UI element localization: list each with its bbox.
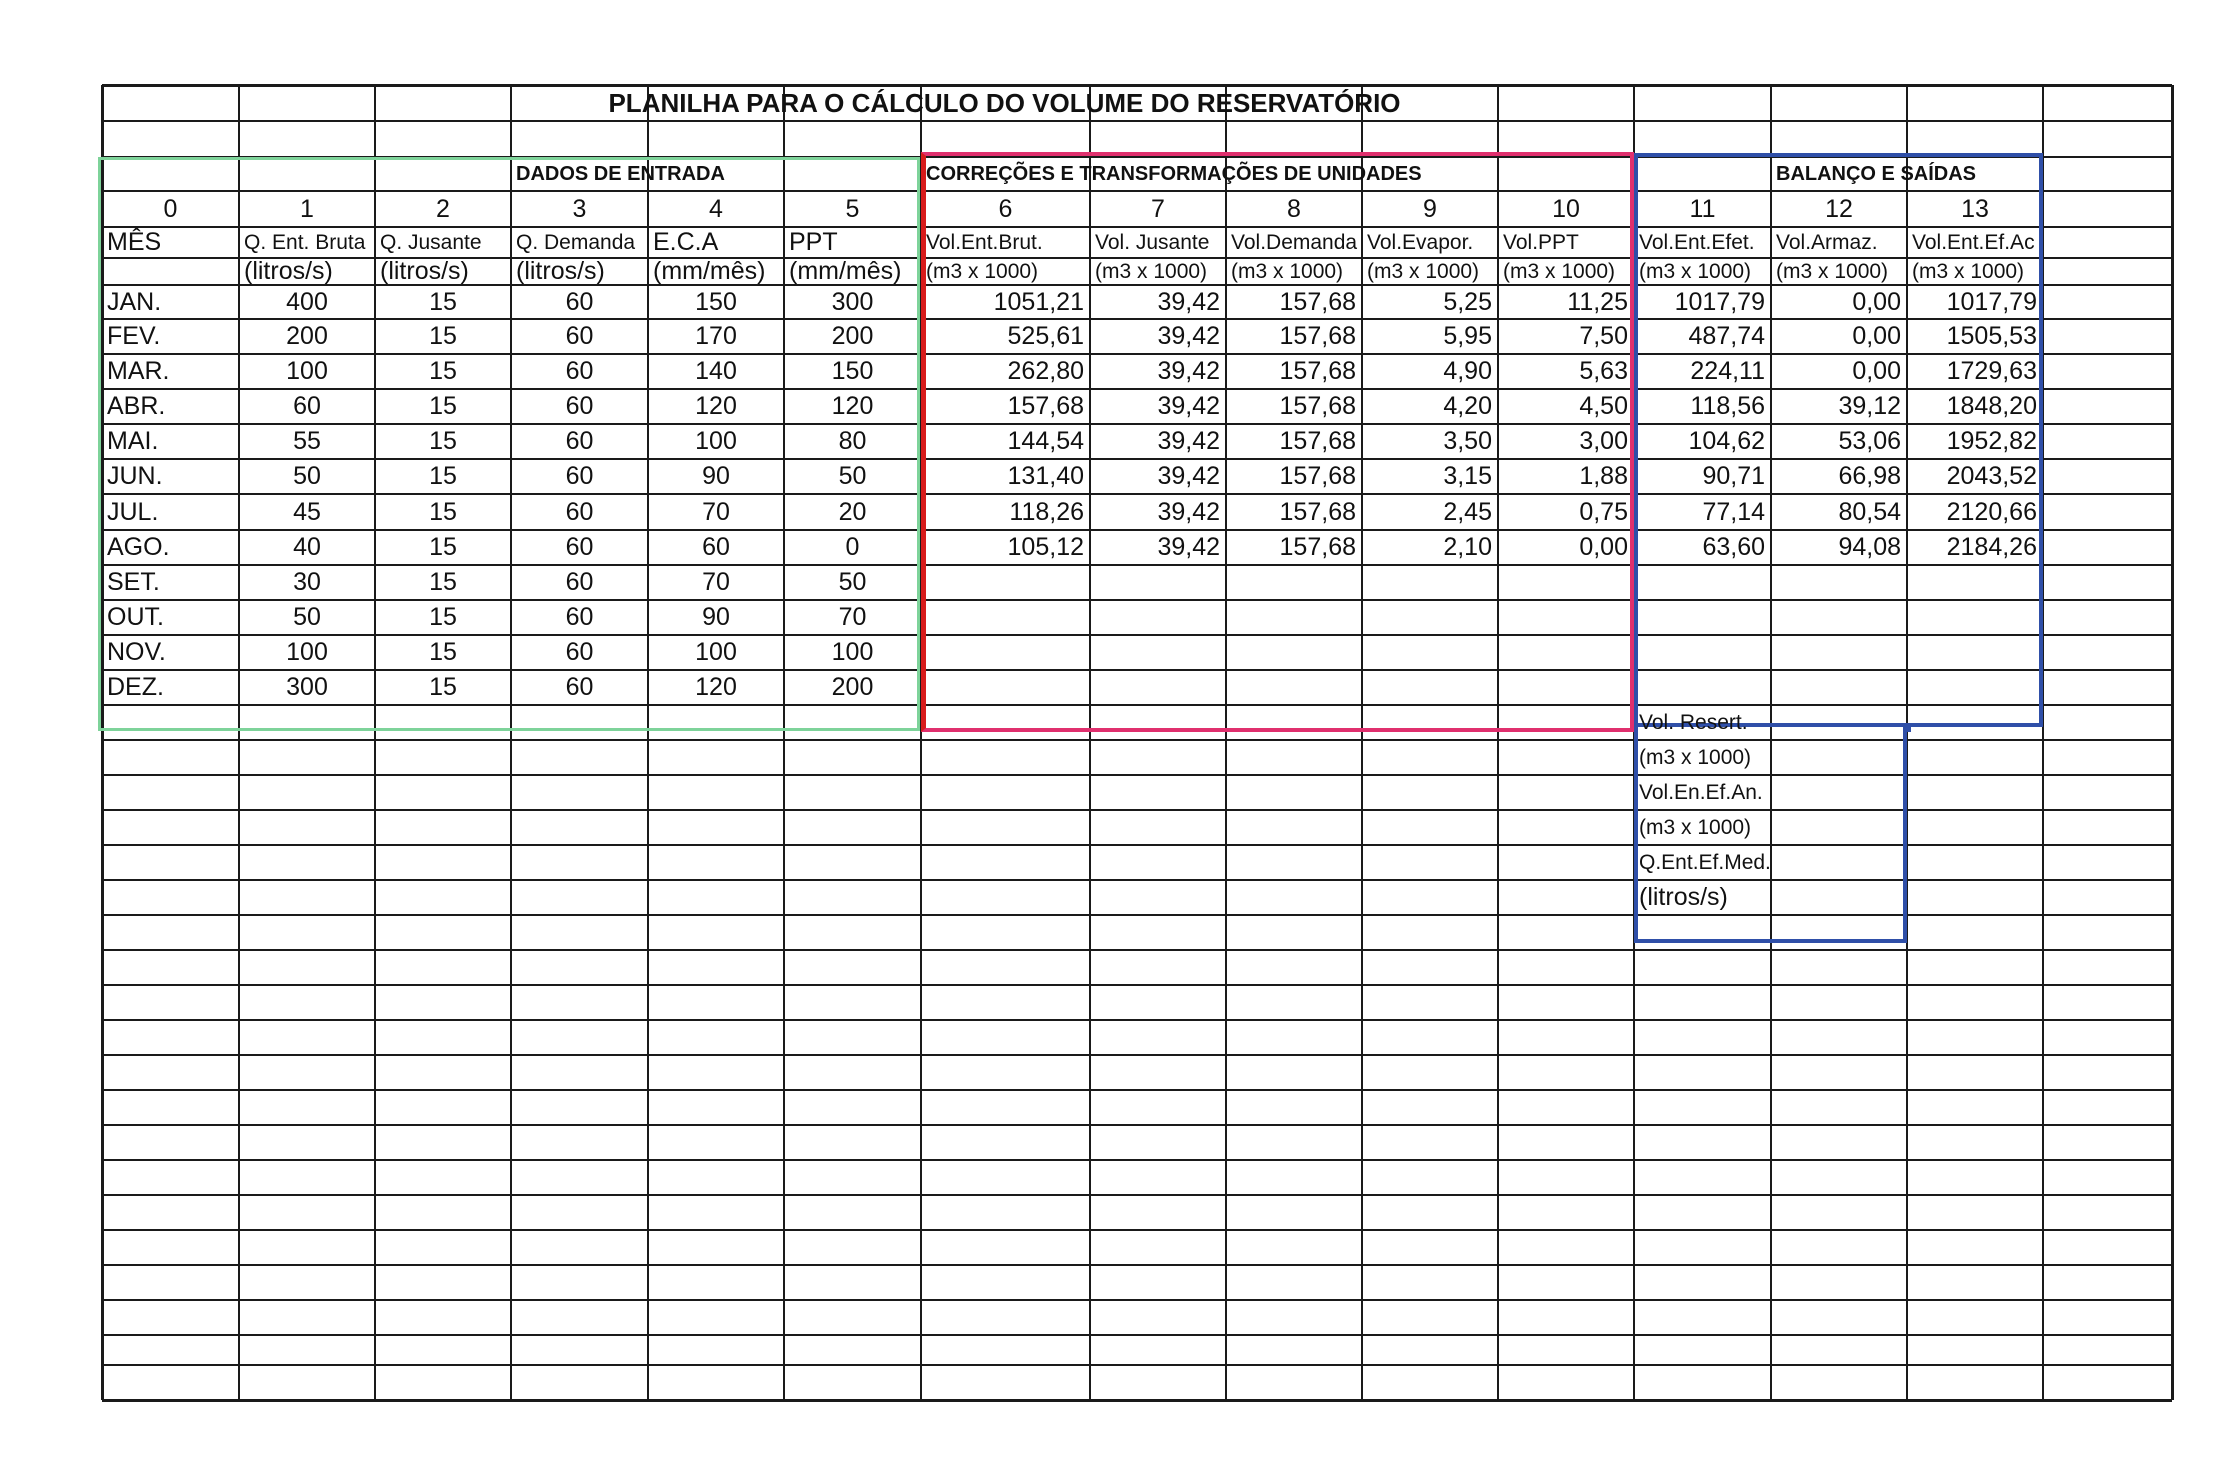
table-cell: 150 (695, 287, 737, 316)
table-cell: 224,11 (1690, 357, 1765, 385)
table-cell: 105,12 (1007, 533, 1084, 561)
table-cell: 157,68 (1279, 497, 1356, 526)
table-cell: 39,12 (1838, 392, 1901, 420)
table-cell: 60 (565, 287, 594, 316)
table-cell: 15 (429, 533, 457, 561)
table-cell: 140 (695, 357, 737, 385)
col-number: 8 (1287, 194, 1301, 223)
grid-hline (102, 1299, 2172, 1301)
table-cell: 200 (831, 322, 874, 350)
table-cell: 90 (702, 462, 730, 490)
table-cell: 5,25 (1443, 287, 1492, 316)
table-cell: 70 (702, 497, 730, 526)
table-cell: 39,42 (1157, 357, 1220, 385)
summary-unit: (m3 x 1000) (1639, 746, 1752, 769)
table-cell: 60 (565, 462, 594, 490)
table-cell: 3,15 (1443, 462, 1492, 490)
table-cell: 60 (565, 357, 594, 385)
column-unit: (m3 x 1000) (926, 260, 1039, 283)
table-cell: 60 (565, 638, 594, 666)
table-cell: 144,54 (1007, 427, 1084, 455)
table-cell: 70 (838, 603, 867, 631)
month-label: OUT. (107, 603, 164, 631)
table-cell: 60 (702, 533, 730, 561)
table-cell: 104,62 (1688, 427, 1765, 455)
column-header: Vol.Ent.Ef.Ac (1912, 231, 2035, 254)
table-cell: 1505,53 (1946, 322, 2037, 350)
table-cell: 300 (286, 673, 328, 701)
column-header: Q. Ent. Bruta (244, 231, 366, 254)
column-unit: (m3 x 1000) (1095, 260, 1208, 283)
col-number: 9 (1423, 194, 1437, 223)
table-cell: 1,88 (1579, 462, 1628, 490)
table-cell: 80,54 (1838, 497, 1901, 526)
table-cell: 15 (429, 427, 457, 455)
col-number: 11 (1689, 194, 1716, 223)
month-label: MAR. (107, 357, 170, 385)
table-cell: 0,75 (1579, 497, 1628, 526)
table-cell: 157,68 (1279, 427, 1356, 455)
table-cell: 200 (831, 673, 874, 701)
grid-hline (102, 1194, 2172, 1196)
grid-hline (102, 1054, 2172, 1056)
table-cell: 45 (293, 497, 321, 526)
month-label: ABR. (107, 392, 166, 420)
group-balanco: BALANÇO E SAÍDAS (1776, 163, 1977, 185)
table-cell: 300 (831, 287, 874, 316)
table-cell: 2,10 (1443, 533, 1492, 561)
col-number: 12 (1825, 194, 1853, 223)
table-cell: 2184,26 (1946, 533, 2037, 561)
table-cell: 60 (565, 497, 594, 526)
column-header: Q. Jusante (380, 231, 482, 254)
table-cell: 39,42 (1157, 392, 1220, 420)
grid-hline (102, 1399, 2172, 1402)
column-header: Vol.Evapor. (1367, 231, 1474, 254)
table-cell: 1017,79 (1674, 287, 1765, 316)
table-cell: 40 (293, 533, 321, 561)
table-cell: 3,00 (1579, 427, 1628, 455)
summary-unit: (m3 x 1000) (1639, 816, 1752, 839)
table-cell: 100 (695, 638, 737, 666)
month-label: DEZ. (107, 673, 164, 701)
table-cell: 4,50 (1579, 392, 1628, 420)
table-cell: 39,42 (1157, 427, 1220, 455)
table-cell: 15 (429, 357, 457, 385)
table-cell: 94,08 (1838, 533, 1901, 561)
table-cell: 15 (429, 673, 457, 701)
table-cell: 4,90 (1443, 357, 1492, 385)
column-unit: (litros/s) (380, 257, 469, 285)
group-correcoes: CORREÇÕES E TRANSFORMAÇÕES DE UNIDADES (926, 163, 1422, 185)
summary-unit: (litros/s) (1639, 883, 1728, 911)
table-cell: 2,45 (1443, 497, 1492, 526)
table-cell: 39,42 (1157, 462, 1220, 490)
table-cell: 15 (429, 603, 457, 631)
table-cell: 15 (429, 322, 457, 350)
table-cell: 53,06 (1838, 427, 1901, 455)
col-number: 4 (709, 194, 723, 223)
table-cell: 15 (429, 638, 457, 666)
column-unit: (m3 x 1000) (1776, 260, 1889, 283)
col-number: 10 (1552, 194, 1580, 223)
grid-hline (102, 1229, 2172, 1231)
table-cell: 262,80 (1007, 357, 1084, 385)
grid-hline (102, 1334, 2172, 1336)
table-cell: 150 (831, 357, 874, 385)
table-cell: 157,68 (1279, 462, 1356, 490)
col-number: 6 (998, 194, 1013, 223)
column-unit: (mm/mês) (653, 257, 766, 285)
month-label: NOV. (107, 638, 166, 666)
grid-hline (102, 1124, 2172, 1126)
table-cell: 66,98 (1838, 462, 1901, 490)
column-unit: (litros/s) (516, 257, 605, 285)
column-unit: (m3 x 1000) (1503, 260, 1616, 283)
table-cell: 60 (565, 603, 594, 631)
table-cell: 60 (565, 568, 594, 596)
table-cell: 525,61 (1007, 322, 1084, 350)
table-cell: 1952,82 (1946, 427, 2037, 455)
column-unit: (m3 x 1000) (1231, 260, 1344, 283)
table-cell: 80 (838, 427, 867, 455)
grid-hline (102, 949, 2172, 951)
table-cell: 5,95 (1443, 322, 1492, 350)
col-number: 2 (436, 194, 450, 223)
table-cell: 131,40 (1007, 462, 1084, 490)
column-header: PPT (789, 228, 838, 256)
table-cell: 0,00 (1852, 322, 1901, 350)
column-header: Q. Demanda (516, 231, 636, 254)
table-cell: 55 (293, 427, 321, 455)
table-cell: 60 (565, 533, 594, 561)
column-header: Vol. Jusante (1095, 231, 1210, 254)
column-unit: (litros/s) (244, 257, 333, 285)
table-cell: 60 (565, 427, 594, 455)
table-cell: 0,00 (1579, 533, 1628, 561)
table-cell: 157,68 (1279, 357, 1356, 385)
table-cell: 50 (838, 462, 867, 490)
month-label: SET. (107, 568, 160, 596)
grid-hline (102, 1264, 2172, 1266)
table-cell: 2043,52 (1946, 462, 2037, 490)
column-header: MÊS (107, 228, 162, 256)
summary-label: Vol. Resert. (1639, 711, 1748, 734)
table-cell: 90,71 (1702, 462, 1765, 490)
page-title: PLANILHA PARA O CÁLCULO DO VOLUME DO RESERVATÓRIO (608, 88, 1401, 118)
column-unit: (mm/mês) (789, 257, 902, 285)
table-cell: 1051,21 (993, 287, 1084, 316)
col-number: 7 (1151, 194, 1165, 223)
month-label: JAN. (107, 287, 162, 316)
table-cell: 50 (838, 568, 867, 596)
col-number: 5 (845, 194, 860, 223)
table-cell: 15 (429, 287, 457, 316)
table-cell: 20 (838, 497, 867, 526)
table-cell: 157,68 (1007, 392, 1084, 420)
table-cell: 157,68 (1279, 392, 1356, 420)
balanco-step-border (1907, 727, 1911, 732)
table-cell: 2120,66 (1946, 497, 2037, 526)
table-cell: 3,50 (1443, 427, 1492, 455)
column-header: Vol.Ent.Brut. (926, 231, 1043, 254)
table-cell: 90 (702, 603, 730, 631)
table-cell: 77,14 (1702, 497, 1765, 526)
grid-hline (102, 1019, 2172, 1021)
table-cell: 15 (429, 462, 457, 490)
column-unit: (m3 x 1000) (1367, 260, 1480, 283)
table-cell: 15 (429, 568, 457, 596)
table-cell: 157,68 (1279, 322, 1356, 350)
table-cell: 157,68 (1279, 533, 1356, 561)
table-cell: 50 (293, 603, 321, 631)
table-cell: 120 (831, 392, 874, 420)
table-cell: 100 (286, 357, 328, 385)
column-header: Vol.Armaz. (1776, 231, 1878, 254)
table-cell: 60 (565, 673, 594, 701)
month-label: FEV. (107, 322, 161, 350)
column-unit: (m3 x 1000) (1912, 260, 2025, 283)
table-cell: 1729,63 (1946, 357, 2037, 385)
table-cell: 0,00 (1852, 287, 1901, 316)
table-cell: 157,68 (1279, 287, 1356, 316)
grid-hline (102, 984, 2172, 986)
column-header: Vol.PPT (1503, 231, 1579, 254)
table-cell: 5,63 (1579, 357, 1628, 385)
month-label: JUN. (107, 462, 163, 490)
col-number: 13 (1961, 194, 1989, 223)
table-cell: 118,26 (1009, 497, 1084, 526)
table-cell: 118,56 (1690, 392, 1765, 420)
table-cell: 170 (695, 322, 737, 350)
table-cell: 100 (695, 427, 737, 455)
column-unit: (m3 x 1000) (1639, 260, 1752, 283)
table-cell: 100 (286, 638, 328, 666)
table-cell: 63,60 (1702, 533, 1765, 561)
grid-hline (102, 1364, 2172, 1366)
grid-hline (102, 1089, 2172, 1091)
col-number: 3 (572, 194, 587, 223)
table-cell: 1848,20 (1946, 392, 2037, 420)
column-header: Vol.Ent.Efet. (1639, 231, 1755, 254)
table-cell: 39,42 (1157, 533, 1220, 561)
grid-vline (2171, 85, 2174, 1400)
grid-hline (102, 1159, 2172, 1161)
table-cell: 11,25 (1567, 287, 1628, 316)
month-label: MAI. (107, 427, 159, 455)
table-cell: 0,00 (1852, 357, 1901, 385)
table-cell: 200 (286, 322, 328, 350)
table-cell: 120 (695, 392, 737, 420)
table-cell: 39,42 (1157, 322, 1220, 350)
table-cell: 15 (429, 392, 457, 420)
month-label: JUL. (107, 497, 159, 526)
column-header: Vol.Demanda (1231, 231, 1358, 254)
table-cell: 50 (293, 462, 321, 490)
summary-label: Q.Ent.Ef.Med. (1639, 851, 1771, 874)
col-number: 1 (300, 194, 314, 223)
table-cell: 39,42 (1157, 497, 1220, 526)
table-cell: 0 (845, 533, 860, 561)
summary-label: Vol.En.Ef.An. (1639, 781, 1763, 804)
table-cell: 15 (429, 497, 457, 526)
table-cell: 120 (695, 673, 737, 701)
table-cell: 60 (565, 392, 594, 420)
table-cell: 4,20 (1443, 392, 1492, 420)
table-cell: 39,42 (1157, 287, 1220, 316)
table-cell: 60 (565, 322, 594, 350)
table-cell: 7,50 (1579, 322, 1628, 350)
column-header: E.C.A (653, 228, 719, 256)
table-cell: 60 (293, 392, 321, 420)
table-cell: 487,74 (1688, 322, 1765, 350)
table-cell: 100 (831, 638, 874, 666)
col-number: 0 (163, 194, 178, 223)
group-entrada: DADOS DE ENTRADA (516, 163, 725, 185)
table-cell: 30 (293, 568, 321, 596)
table-cell: 400 (286, 287, 328, 316)
table-cell: 70 (702, 568, 730, 596)
month-label: AGO. (107, 533, 170, 561)
table-cell: 1017,79 (1946, 287, 2037, 316)
